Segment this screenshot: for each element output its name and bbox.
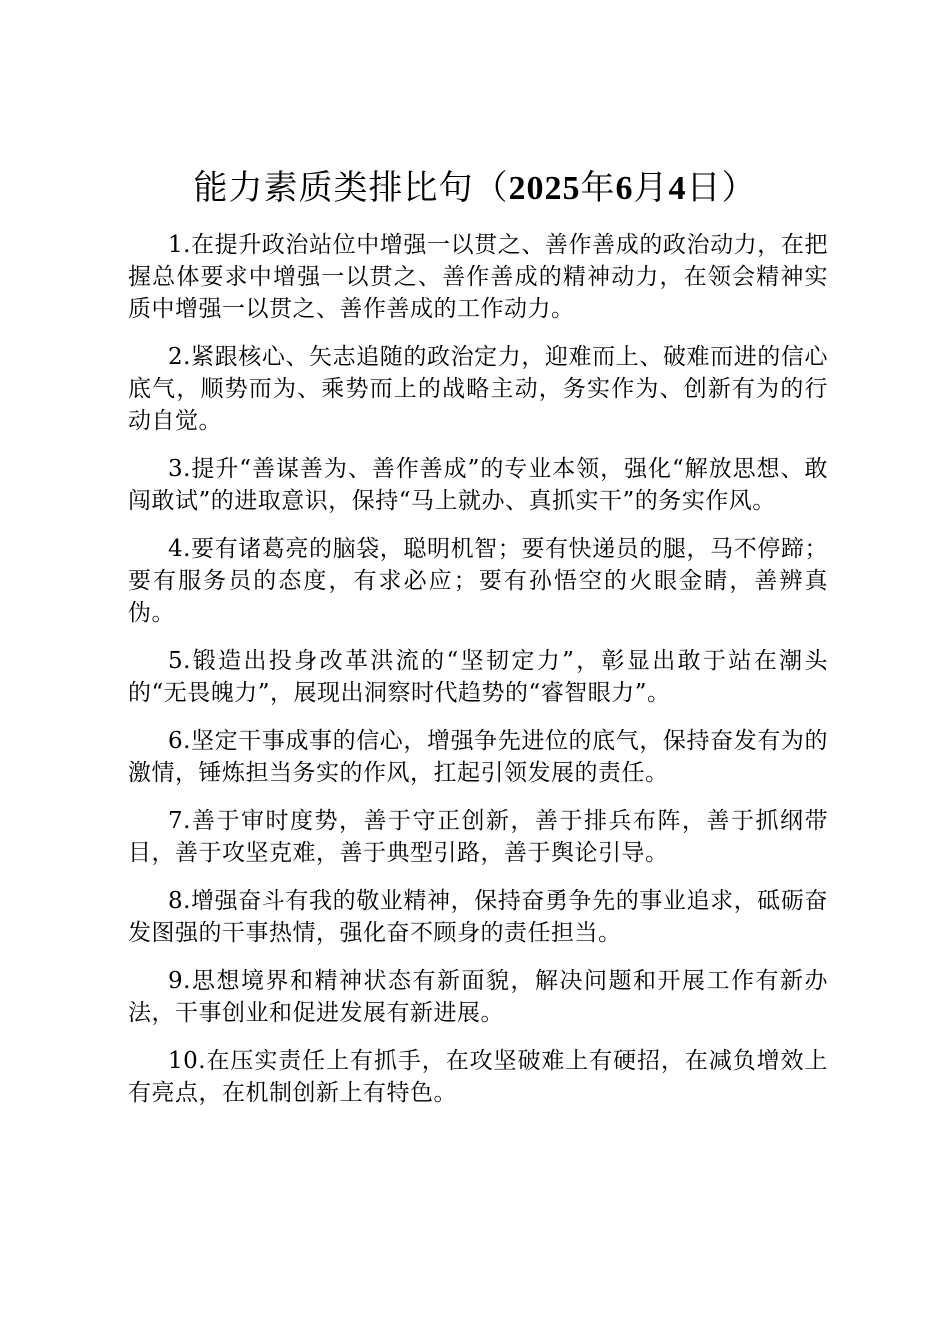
paragraph-7: 7.善于审时度势，善于守正创新，善于排兵布阵，善于抓纲带目，善于攻坚克难，善于典型引路，善于舆论引导。 — [128, 808, 828, 866]
paragraph-9: 9.思想境界和精神状态有新面貌，解决问题和开展工作有新办法，干事创业和促进发展有新进展。 — [128, 968, 828, 1026]
paragraph-4: 4.要有诸葛亮的脑袋，聪明机智；要有快递员的腿，马不停蹄；要有服务员的态度，有求必应；要有孙悟空的火眼金睛，善辨真伪。 — [128, 536, 828, 626]
title-day-suffix: 日） — [686, 168, 757, 208]
paragraph-5: 5.锻造出投身改革洪流的“坚韧定力”，彰显出敢于站在潮头的“无畏魄力”，展现出洞察时代趋势的“睿智眼力”。 — [128, 648, 828, 706]
paragraph-1: 1.在提升政治站位中增强一以贯之、善作善成的政治动力，在把握总体要求中增强一以贯之、善作善成的精神动力，在领会精神实质中增强一以贯之、善作善成的工作动力。 — [128, 232, 828, 322]
title-year-suffix: 年 — [580, 168, 616, 208]
title-year: 2025 — [508, 170, 581, 207]
page-title — [0, 160, 950, 217]
paragraph-2: 2.紧跟核心、矢志追随的政治定力，迎难而上、破难而进的信心底气，顺势而为、乘势而上的战略主动，务实作为、创新有为的行动自觉。 — [128, 344, 828, 434]
body-text — [128, 229, 828, 1125]
title-month: 6 — [615, 170, 634, 207]
paragraph-10: 10.在压实责任上有抓手，在攻坚破难上有硬招，在减负增效上有亮点，在机制创新上有特色。 — [128, 1048, 828, 1106]
paragraph-6: 6.坚定干事成事的信心，增强争先进位的底气，保持奋发有为的激情，锤炼担当务实的作风，扛起引领发展的责任。 — [128, 728, 828, 786]
title-prefix: 能力素质类排比句（ — [193, 168, 509, 208]
title-day: 4 — [668, 170, 687, 207]
title-month-suffix: 月 — [633, 168, 669, 208]
paragraph-3: 3.提升“善谋善为、善作善成”的专业本领，强化“解放思想、敢闯敢试”的进取意识，保持“马上就办、真抓实干”的务实作风。 — [128, 456, 828, 514]
paragraph-8: 8.增强奋斗有我的敬业精神，保持奋勇争先的事业追求，砥砺奋发图强的干事热情，强化奋不顾身的责任担当。 — [128, 888, 828, 946]
